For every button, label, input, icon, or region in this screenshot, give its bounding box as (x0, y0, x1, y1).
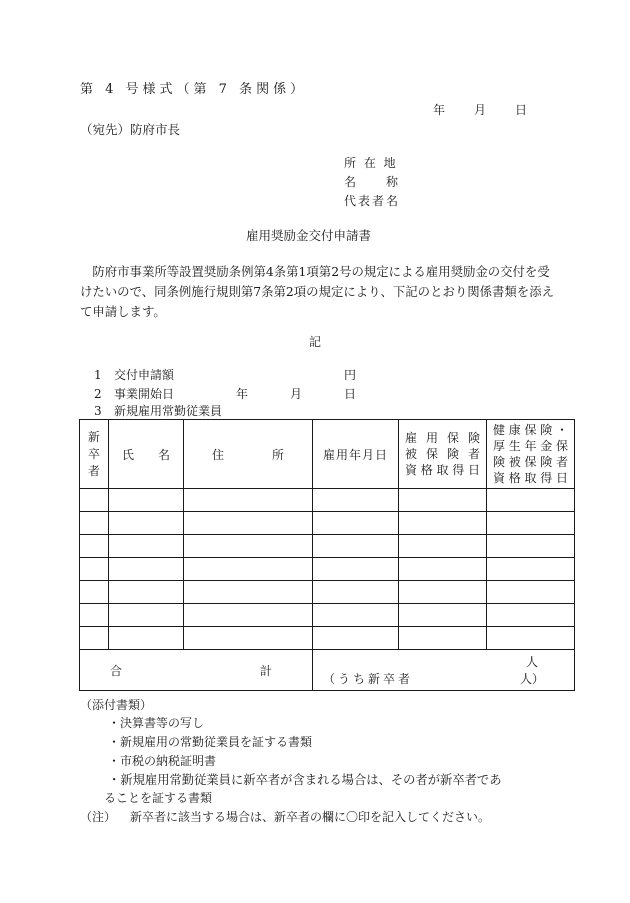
cell-address[interactable] (184, 535, 313, 558)
cell-address[interactable] (184, 512, 313, 535)
header-emp-ins-line: 雇用保険 (405, 431, 480, 445)
total-row (80, 650, 575, 691)
item-3-number: 3 (94, 404, 102, 418)
cell-new-grad[interactable] (80, 512, 109, 535)
cell-new-grad[interactable] (80, 604, 109, 627)
item-2-month: 月 (290, 387, 303, 401)
note-text: 新卒者に該当する場合は、新卒者の欄に〇印を記入してください。 (130, 810, 491, 824)
header-new-grad-char: 者 (87, 463, 100, 478)
table-row (80, 558, 575, 581)
cell-address[interactable] (184, 604, 313, 627)
cell-hire-date[interactable] (313, 627, 399, 650)
header-new-grad-char: 新 (87, 429, 100, 444)
cell-address[interactable] (184, 627, 313, 650)
cell-name[interactable] (109, 581, 184, 604)
cell-hire-date[interactable] (313, 535, 399, 558)
cell-health-ins-date[interactable] (487, 512, 575, 535)
attachment-item: ・新規雇用の常勤従業員を証する書類 (108, 735, 313, 749)
cell-address[interactable] (184, 558, 313, 581)
document-title: 雇用奨励金交付申請書 (246, 228, 372, 243)
cell-emp-ins-date[interactable] (399, 604, 487, 627)
cell-name[interactable] (109, 535, 184, 558)
table-row (80, 604, 575, 627)
cell-new-grad[interactable] (80, 581, 109, 604)
cell-health-ins-date[interactable] (487, 581, 575, 604)
cell-address[interactable] (184, 489, 313, 512)
cell-emp-ins-date[interactable] (399, 581, 487, 604)
body-text: 防府市事業所等設置奨励条例第4条第1項第2号の規定による雇用奨励金の交付を受けたいので、同条例施行規則第7条第2項の規定により、下記のとおり関係書類を添えて申請します。 (80, 264, 554, 319)
addressee: （宛先）防府市長 (80, 122, 181, 137)
item-1-unit: 円 (344, 368, 357, 382)
cell-name[interactable] (109, 627, 184, 650)
item-2-label: 事業開始日 (114, 387, 175, 401)
header-emp-ins-line: 資格取得日 (405, 463, 480, 477)
cell-health-ins-date[interactable] (487, 489, 575, 512)
table-header-row (80, 420, 575, 489)
cell-hire-date[interactable] (313, 581, 399, 604)
cell-name[interactable] (109, 489, 184, 512)
body-paragraph (80, 262, 555, 322)
ki-label: 記 (309, 335, 322, 349)
item-2-number: 2 (94, 387, 102, 401)
attachment-item: ・市税の納税証明書 (108, 754, 217, 768)
header-emp-ins-line: 被保険者 (405, 447, 480, 461)
cell-emp-ins-date[interactable] (399, 558, 487, 581)
cell-emp-ins-date[interactable] (399, 512, 487, 535)
cell-health-ins-date[interactable] (487, 535, 575, 558)
total-new-grad-note: （うち新卒者 (323, 672, 414, 686)
header-health-insurance (487, 420, 575, 489)
cell-new-grad[interactable] (80, 535, 109, 558)
cell-name[interactable] (109, 558, 184, 581)
cell-address[interactable] (184, 581, 313, 604)
attachment-item: ・新規雇用常勤従業員に新卒者が含まれる場合は、その者が新卒者であ (108, 773, 502, 787)
total-label-cell (80, 650, 313, 691)
table-row (80, 581, 575, 604)
header-health-ins-line: 健康保険・ (493, 423, 568, 437)
header-address: 住 所 (184, 420, 313, 489)
applicant-rep-label: 代表者名 (344, 194, 401, 208)
header-health-ins-line: 厚生年金保 (493, 439, 568, 453)
total-label-start: 合 (110, 663, 123, 678)
applicant-address-label: 所 在 地 (344, 156, 398, 170)
cell-hire-date[interactable] (313, 604, 399, 627)
header-hire-date: 雇用年月日 (313, 420, 399, 489)
attachment-item: ・決算書等の写し (108, 716, 205, 730)
date-month-label: 月 (474, 103, 487, 117)
total-label-end: 計 (259, 663, 272, 678)
cell-emp-ins-date[interactable] (399, 535, 487, 558)
cell-health-ins-date[interactable] (487, 627, 575, 650)
table-row (80, 489, 575, 512)
item-2-day: 日 (344, 387, 357, 401)
table-row (80, 627, 575, 650)
item-2-year: 年 (236, 387, 249, 401)
cell-hire-date[interactable] (313, 489, 399, 512)
cell-hire-date[interactable] (313, 558, 399, 581)
cell-health-ins-date[interactable] (487, 604, 575, 627)
cell-name[interactable] (109, 604, 184, 627)
item-3-label: 新規雇用常勤従業員 (114, 404, 223, 418)
cell-name[interactable] (109, 512, 184, 535)
form-number: 第 4 号様式（第 7 条関係） (80, 82, 308, 97)
total-new-grad-unit: 人） (519, 672, 544, 686)
body-indent (80, 264, 92, 279)
note-label: （注） (80, 810, 117, 824)
cell-emp-ins-date[interactable] (399, 627, 487, 650)
employee-table (79, 419, 575, 691)
total-value-cell[interactable] (313, 650, 575, 691)
item-1-number: 1 (94, 368, 102, 382)
cell-health-ins-date[interactable] (487, 558, 575, 581)
attachments-heading: （添付書類） (80, 698, 153, 712)
header-health-ins-line: 険被保険者 (493, 455, 568, 469)
header-new-grad-char: 卒 (87, 446, 100, 461)
total-count-unit: 人 (525, 655, 538, 669)
cell-hire-date[interactable] (313, 512, 399, 535)
table-row (80, 512, 575, 535)
header-new-grad (80, 420, 109, 489)
item-1-label: 交付申請額 (114, 368, 175, 382)
date-day-label: 日 (515, 103, 528, 117)
header-health-ins-line: 資格取得日 (493, 471, 568, 485)
date-year-label: 年 (433, 103, 446, 117)
header-name: 氏 名 (109, 420, 184, 489)
cell-emp-ins-date[interactable] (399, 489, 487, 512)
cell-new-grad[interactable] (80, 558, 109, 581)
applicant-name-label: 名 称 (344, 175, 401, 189)
attachment-item-continuation: ることを証する書類 (104, 791, 213, 805)
header-employment-insurance (399, 420, 487, 489)
cell-new-grad[interactable] (80, 627, 109, 650)
cell-new-grad[interactable] (80, 489, 109, 512)
table-row (80, 535, 575, 558)
